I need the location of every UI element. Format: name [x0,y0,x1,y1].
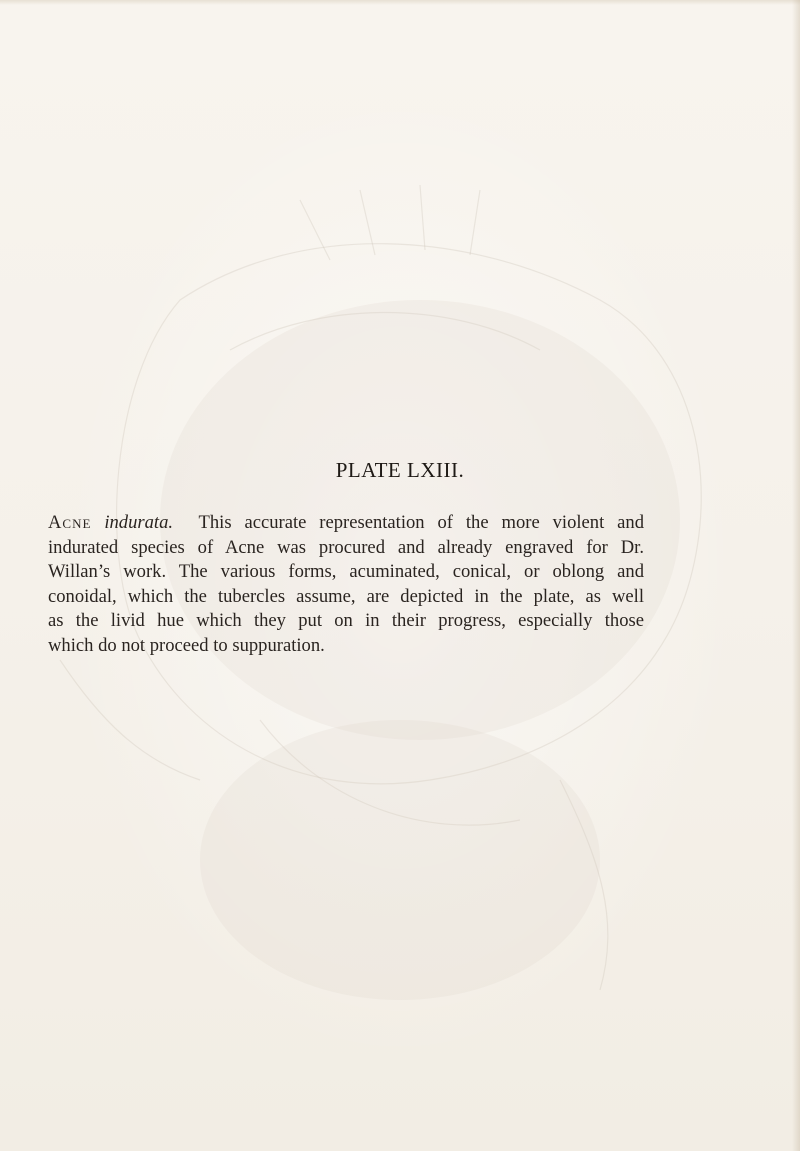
plate-description [48,511,644,659]
plate-title: PLATE LXIII. [335,458,465,482]
description-line-2: indurated species of Acne was procured and already engraved for Dr. [48,536,644,558]
line-text: This accurate representation of the more violent and [198,512,644,533]
description-line-4: conoidal, which the tubercles assume, are depicted in the plate, as well [48,585,644,607]
top-edge-shading [0,0,800,5]
lead-term: Acne [48,512,92,533]
description-line-3: Willan’s work. The various forms, acuminated, conical, or oblong and [48,561,644,583]
description-line-6: which do not proceed to suppuration. [48,634,325,656]
description-line-5: as the livid hue which they put on in their progress, especially those [48,610,644,632]
right-edge-shading [792,0,800,1151]
lead-term-italic: indurata. [104,512,174,533]
description-line-1 [48,511,644,536]
